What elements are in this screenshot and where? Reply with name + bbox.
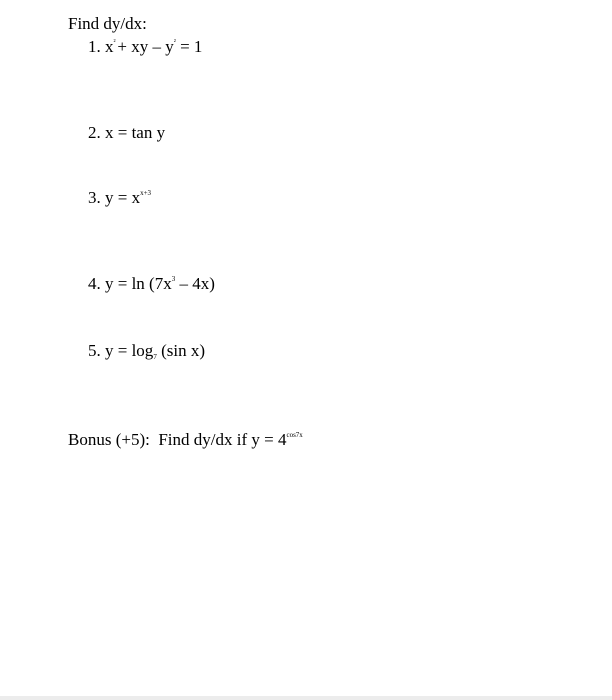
problem-4 xyxy=(88,274,215,294)
problem-2 xyxy=(88,123,165,143)
problem-5 xyxy=(88,341,205,361)
bonus-question xyxy=(68,430,303,450)
log-base-subscript: 7 xyxy=(153,353,157,361)
problem-number: 3. xyxy=(88,188,101,207)
exponent: ² xyxy=(173,38,176,46)
exponent: cos7x xyxy=(286,431,303,439)
problem-expression: $x^{^2}$ + xy – $y^{^2} = 1$ xyxy=(105,37,203,56)
problem-number: 4. xyxy=(88,274,101,293)
problem-expression: x = tan y xyxy=(105,123,166,142)
exponent: 3 xyxy=(171,275,176,283)
problem-expression: $y = \log_7 (\sin$ x) xyxy=(105,341,205,361)
problem-1 xyxy=(88,37,202,57)
page-bottom-edge xyxy=(0,696,612,700)
problem-number: 5. xyxy=(88,341,101,360)
problem-expression: $y = x^{x+3}$ xyxy=(105,188,152,207)
problem-number: 2. xyxy=(88,123,101,142)
problem-number: 1. xyxy=(88,37,101,56)
exponent: ² xyxy=(113,38,118,46)
worksheet-heading: Find dy/dx: xyxy=(68,14,147,33)
bonus-prompt: Find dy/dx if $y = 4^{cos7x}$ xyxy=(158,430,303,449)
exponent: x+3 xyxy=(140,189,152,197)
problem-3 xyxy=(88,188,151,208)
problem-expression: $y = \ln (7x^3 - 4x)$ xyxy=(105,274,215,293)
bonus-label: Bonus (+5): xyxy=(68,430,150,449)
